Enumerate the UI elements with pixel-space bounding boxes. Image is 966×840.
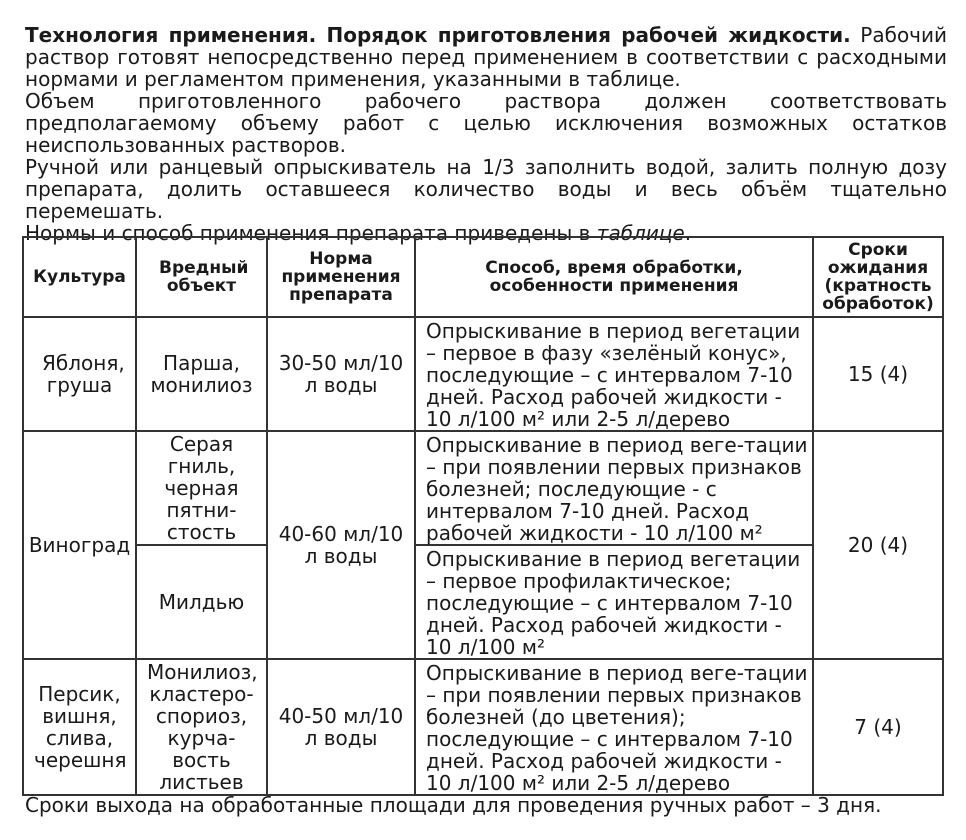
method-cell [415,431,813,545]
table-row [23,659,943,795]
rate-cell: 40-60 мл/10 л воды [267,431,415,659]
intro-paragraph-4-text: Нормы и способ применения препарата приведены в [25,221,597,245]
pest-cell: Парша, монилиоз [136,317,267,431]
rate-cell: 40-50 мл/10 л воды [267,659,415,795]
header-waiting: Сроки ожидания (кратность обработок) [813,237,943,317]
section-heading: Технология применения. Порядок приготовления рабочей жидкости. [25,23,851,47]
intro-paragraph-3: Ручной или ранцевый опрыскиватель на 1/3 заполнить водой, залить полную дозу препарата, долить оставшееся количество воды и весь объём тщательно перемешать. [25,155,947,223]
instructions-text [25,24,947,244]
table-row [23,431,943,545]
header-pest: Вредный объект [136,237,267,317]
method-cell [415,659,813,795]
table-row [23,545,943,659]
waiting-cell: 7 (4) [813,659,943,795]
crop-cell: Яблоня, груша [23,317,136,431]
pest-cell: Серая гниль, черная пятни-стость [136,431,267,545]
intro-paragraph-1-text: Рабочий раствор готовят непосредственно перед применением в соответствии с расходными нормами и регламентом применения, указанными в таблице. [25,23,947,91]
header-method: Способ, время обработки, особенности применения [415,237,813,317]
intro-paragraph-4-end: . [684,221,692,245]
rate-cell: 30-50 мл/10 л воды [267,317,415,431]
table-header-row [23,237,943,317]
waiting-cell: 20 (4) [813,431,943,659]
pest-cell: Монилиоз, кластеро-спориоз, курча-вость листьев [136,659,267,795]
footer-note: Сроки выхода на обработанные площади для проведения ручных работ – 3 дня. [25,793,882,817]
method-text: Опрыскивание в период вегетации – первое профилактическое; последующие – с интервалом 7-10 дней. Расход рабочей жидкости - 10 л/100 м² [426,547,801,659]
crop-cell: Виноград [23,431,136,659]
waiting-cell: 15 (4) [813,317,943,431]
header-crop: Культура [23,237,136,317]
method-text: Опрыскивание в период веге-тации – при появлении первых признаков болезней (до цветения); последующие – с интервалом 7-10 дней. Расход рабочей жидкости - 10 л/100 м² или 2-5 л/дерево [426,661,808,795]
header-rate: Норма применения препарата [267,237,415,317]
intro-paragraph-1 [25,24,947,90]
method-text: Опрыскивание в период веге-тации – при появлении первых признаков болезней; последующие - с интервалом 7-10 дней. Расход рабочей жидкости - 10 л/100 м² [426,433,808,545]
pest-cell: Милдью [136,545,267,659]
method-cell [415,317,813,431]
table-reference: таблице [596,221,685,245]
method-text: Опрыскивание в период вегетации – первое в фазу «зелёный конус», последующие – с интервалом 7-10 дней. Расход рабочей жидкости - 10 л/100 м² или 2-5 л/дерево [426,319,801,431]
intro-paragraph-2: Объем приготовленного рабочего раствора должен соответствовать предполагаемому объему работ с целью исключения возможных остатков неиспользованных растворов. [25,89,947,157]
crop-cell: Персик, вишня, слива, черешня [23,659,136,795]
table-row [23,317,943,431]
method-cell [415,545,813,659]
application-table [22,236,944,796]
